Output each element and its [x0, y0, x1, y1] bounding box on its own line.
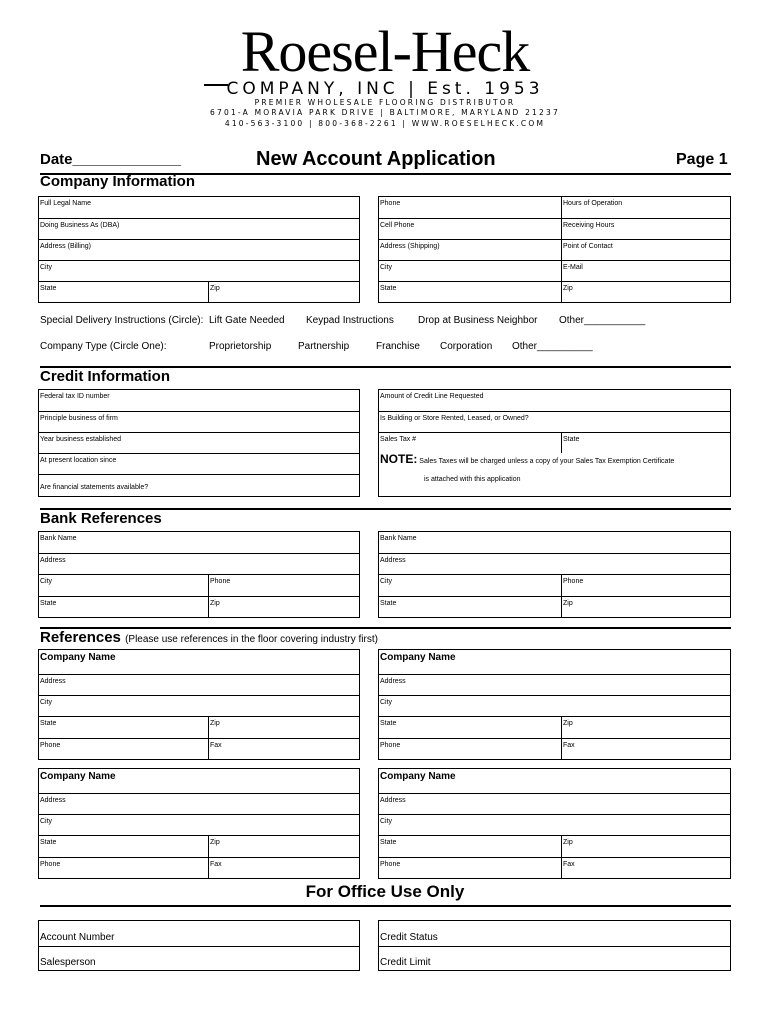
- bank-phone-field[interactable]: Phone: [561, 574, 730, 596]
- building-status-field[interactable]: Is Building or Store Rented, Leased, or Owned?: [379, 411, 730, 432]
- sales-tax-state-field[interactable]: State: [561, 432, 730, 453]
- reference-zip-field[interactable]: Zip: [208, 716, 359, 738]
- reference-zip-field[interactable]: Zip: [561, 716, 730, 738]
- sales-tax-note-line2: is attached with this application: [424, 476, 521, 483]
- reference-state-field[interactable]: State: [39, 835, 208, 857]
- note-label: NOTE:: [380, 452, 418, 466]
- reference-address-field[interactable]: Address: [39, 674, 359, 695]
- sales-tax-field[interactable]: Sales Tax #: [379, 432, 561, 453]
- reference-address-field[interactable]: Address: [379, 674, 730, 695]
- company-info-right-box: [378, 196, 731, 303]
- office-use-heading: For Office Use Only: [305, 882, 465, 901]
- bank-city-field[interactable]: City: [379, 574, 561, 596]
- reference-phone-field[interactable]: Phone: [39, 738, 208, 759]
- bank-reference-left-box: [38, 531, 360, 618]
- references-subtitle: (Please use references in the floor covering industry first): [125, 634, 378, 645]
- shipping-address-field[interactable]: Address (Shipping): [379, 239, 561, 260]
- phone-field[interactable]: Phone: [380, 200, 401, 207]
- company-tagline: PREMIER WHOLESALE FLOORING DISTRIBUTOR: [254, 98, 516, 107]
- bank-zip-field[interactable]: Zip: [561, 596, 730, 617]
- company-logo-name: Roesel-Heck: [240, 19, 530, 84]
- shipping-city-field[interactable]: City: [379, 260, 561, 281]
- financial-statements-field[interactable]: Are financial statements available?: [39, 474, 359, 496]
- company-type-franchise[interactable]: Franchise: [376, 341, 420, 352]
- present-location-field[interactable]: At present location since: [39, 453, 359, 474]
- shipping-state-field[interactable]: State: [379, 281, 561, 302]
- reference-fax-field[interactable]: Fax: [208, 857, 359, 878]
- office-right-box: [378, 920, 731, 971]
- logo-underline: [204, 84, 228, 86]
- credit-status-field[interactable]: Credit Status: [380, 932, 438, 943]
- company-info-heading: Company Information: [40, 173, 196, 190]
- bank-state-field[interactable]: State: [39, 596, 208, 617]
- reference-state-field[interactable]: State: [379, 716, 561, 738]
- page-number: Page 1: [676, 151, 728, 168]
- company-info-left-box: [38, 196, 360, 303]
- company-type-partnership[interactable]: Partnership: [298, 341, 350, 352]
- reference-phone-field[interactable]: Phone: [39, 857, 208, 878]
- bank-state-field[interactable]: State: [379, 596, 561, 617]
- reference-company-name-field[interactable]: Company Name: [380, 771, 456, 782]
- credit-info-left-box: [38, 389, 360, 497]
- full-legal-name-field[interactable]: Full Legal Name: [40, 200, 91, 207]
- federal-tax-id-field[interactable]: Federal tax ID number: [40, 393, 110, 400]
- state-field[interactable]: State: [39, 281, 208, 302]
- shipping-zip-field[interactable]: Zip: [561, 281, 730, 302]
- references-title: References: [40, 629, 121, 646]
- dba-field[interactable]: Doing Business As (DBA): [39, 218, 359, 239]
- zip-field[interactable]: Zip: [208, 281, 359, 302]
- bank-zip-field[interactable]: Zip: [208, 596, 359, 617]
- bank-references-heading: Bank References: [40, 510, 162, 527]
- company-type-proprietorship[interactable]: Proprietorship: [209, 341, 272, 352]
- year-established-field[interactable]: Year business established: [39, 432, 359, 453]
- delivery-option-other[interactable]: Other___________: [559, 315, 646, 326]
- delivery-instructions-label: Special Delivery Instructions (Circle):: [40, 315, 204, 326]
- company-contact: 410-563-3100 | 800-368-2261 | WWW.ROESELHECK.COM: [224, 119, 546, 128]
- reference-address-field[interactable]: Address: [379, 793, 730, 814]
- sales-tax-note: [380, 454, 730, 467]
- delivery-option-lift-gate[interactable]: Lift Gate Needed: [209, 315, 285, 326]
- credit-info-heading: Credit Information: [40, 368, 170, 385]
- note-text: Sales Taxes will be charged unless a copy of your Sales Tax Exemption Certificate: [419, 458, 675, 465]
- salesperson-field[interactable]: Salesperson: [39, 946, 359, 970]
- bank-city-field[interactable]: City: [39, 574, 208, 596]
- reference-fax-field[interactable]: Fax: [208, 738, 359, 759]
- reference-company-name-field[interactable]: Company Name: [40, 771, 116, 782]
- reference-fax-field[interactable]: Fax: [561, 857, 730, 878]
- credit-line-field[interactable]: Amount of Credit Line Requested: [380, 393, 484, 400]
- references-heading: [40, 629, 378, 646]
- cell-phone-field[interactable]: Cell Phone: [379, 218, 561, 239]
- office-left-box: [38, 920, 360, 971]
- reference-city-field[interactable]: City: [39, 695, 359, 716]
- reference-box: [38, 649, 360, 760]
- reference-phone-field[interactable]: Phone: [379, 738, 561, 759]
- reference-company-name-field[interactable]: Company Name: [380, 652, 456, 663]
- reference-state-field[interactable]: State: [39, 716, 208, 738]
- point-of-contact-field[interactable]: Point of Contact: [561, 239, 730, 260]
- bank-name-field[interactable]: Bank Name: [40, 535, 77, 542]
- account-number-field[interactable]: Account Number: [40, 932, 115, 943]
- delivery-option-neighbor[interactable]: Drop at Business Neighbor: [418, 315, 538, 326]
- reference-city-field[interactable]: City: [379, 814, 730, 835]
- reference-box: [378, 768, 731, 879]
- reference-city-field[interactable]: City: [379, 695, 730, 716]
- email-field[interactable]: E-Mail: [561, 260, 730, 281]
- company-type-other[interactable]: Other__________: [512, 341, 593, 352]
- reference-box: [378, 649, 731, 760]
- bank-address-field[interactable]: Address: [39, 553, 359, 574]
- bank-address-field[interactable]: Address: [379, 553, 730, 574]
- reference-fax-field[interactable]: Fax: [561, 738, 730, 759]
- bank-phone-field[interactable]: Phone: [208, 574, 359, 596]
- section-divider: [40, 905, 731, 907]
- reference-zip-field[interactable]: Zip: [208, 835, 359, 857]
- reference-zip-field[interactable]: Zip: [561, 835, 730, 857]
- company-type-label: Company Type (Circle One):: [40, 341, 167, 352]
- date-field[interactable]: Date_____________: [40, 151, 181, 168]
- principle-business-field[interactable]: Principle business of firm: [39, 411, 359, 432]
- credit-info-right-box: [378, 389, 731, 497]
- credit-limit-field[interactable]: Credit Limit: [379, 946, 730, 970]
- receiving-hours-field[interactable]: Receiving Hours: [561, 218, 730, 239]
- reference-company-name-field[interactable]: Company Name: [40, 652, 116, 663]
- bank-reference-right-box: [378, 531, 731, 618]
- bank-name-field[interactable]: Bank Name: [380, 535, 417, 542]
- city-field[interactable]: City: [39, 260, 359, 281]
- hours-of-operation-field[interactable]: Hours of Operation: [561, 197, 730, 218]
- reference-address-field[interactable]: Address: [39, 793, 359, 814]
- company-address: 6701-A MORAVIA PARK DRIVE | BALTIMORE, MARYLAND 21237: [210, 108, 560, 117]
- reference-city-field[interactable]: City: [39, 814, 359, 835]
- page-title: New Account Application: [256, 148, 496, 170]
- reference-box: [38, 768, 360, 879]
- delivery-option-keypad[interactable]: Keypad Instructions: [306, 315, 394, 326]
- reference-phone-field[interactable]: Phone: [379, 857, 561, 878]
- company-type-corporation[interactable]: Corporation: [440, 341, 493, 352]
- reference-state-field[interactable]: State: [379, 835, 561, 857]
- billing-address-field[interactable]: Address (Billing): [39, 239, 359, 260]
- company-logo-subtitle: COMPANY, INC | Est. 1953: [226, 79, 544, 99]
